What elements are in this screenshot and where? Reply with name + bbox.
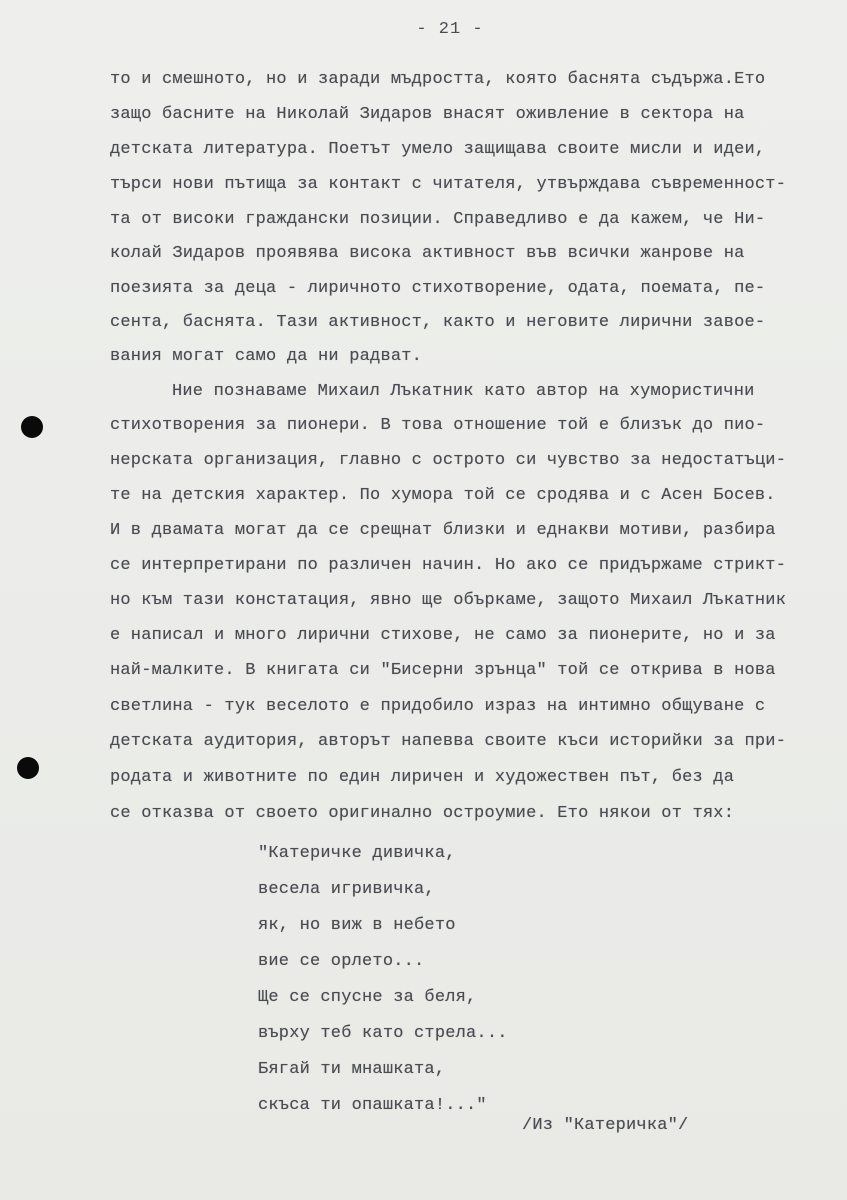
page-number: - 21 - bbox=[416, 20, 484, 39]
text-line: колай Зидаров проявява висока активност във всички жанрове на bbox=[110, 244, 745, 263]
poem-line: върху теб като стрела... bbox=[258, 1024, 508, 1043]
text-line: защо басните на Николай Зидаров внасят оживление в сектора на bbox=[110, 105, 745, 124]
poem-line: скъса ти опашката!..." bbox=[258, 1096, 487, 1115]
text-line: детската аудитория, авторът напевва своите къси историйки за при- bbox=[110, 732, 787, 751]
text-line: но към тази констатация, явно ще объркаме, защото Михаил Лъкатник bbox=[110, 591, 787, 610]
text-line: Ние познаваме Михаил Лъкатник като автор на хумористични bbox=[172, 382, 755, 401]
poem-line: як, но виж в небето bbox=[258, 916, 456, 935]
text-line: детската литература. Поетът умело защищава своите мисли и идеи, bbox=[110, 140, 766, 159]
text-line: стихотворения за пионери. В това отношение той е близък до пио- bbox=[110, 416, 766, 435]
text-line: търси нови пътища за контакт с читателя, утвърждава съвременност- bbox=[110, 175, 787, 194]
poem-line: вие се орлето... bbox=[258, 952, 425, 971]
text-line: то и смешното, но и заради мъдростта, която баснята съдържа.Ето bbox=[110, 70, 766, 89]
text-line: та от високи граждански позиции. Справедливо е да кажем, че Ни- bbox=[110, 210, 766, 229]
text-line: най-малките. В книгата си "Бисерни зрънца" той се открива в нова bbox=[110, 661, 776, 680]
binder-hole bbox=[17, 757, 39, 779]
text-line: поезията за деца - лиричното стихотворение, одата, поемата, пе- bbox=[110, 279, 766, 298]
poem-line: Бягай ти мнашката, bbox=[258, 1060, 446, 1079]
text-line: светлина - тук веселото е придобило израз на интимно общуване с bbox=[110, 697, 766, 716]
text-line: е написал и много лирични стихове, не само за пионерите, но и за bbox=[110, 626, 776, 645]
poem-line: весела игривичка, bbox=[258, 880, 435, 899]
poem-line: "Катеричке дивичка, bbox=[258, 844, 456, 863]
binder-hole bbox=[21, 416, 43, 438]
text-line: те на детския характер. По хумора той се сродява и с Асен Босев. bbox=[110, 486, 776, 505]
text-line: се интерпретирани по различен начин. Но ако се придържаме стрикт- bbox=[110, 556, 787, 575]
poem-line: Ще се спусне за беля, bbox=[258, 988, 477, 1007]
text-line: родата и животните по един лиричен и художествен път, без да bbox=[110, 768, 735, 787]
text-line: вания могат само да ни радват. bbox=[110, 347, 423, 366]
text-line: нерската организация, главно с острото си чувство за недостатъци- bbox=[110, 451, 787, 470]
text-line: И в двамата могат да се срещнат близки и еднакви мотиви, разбира bbox=[110, 521, 776, 540]
text-line: сента, баснята. Тази активност, както и неговите лирични завое- bbox=[110, 313, 766, 332]
poem-source: /Из "Катеричка"/ bbox=[522, 1116, 689, 1135]
text-line: се отказва от своето оригинално остроумие. Ето някои от тях: bbox=[110, 804, 735, 823]
